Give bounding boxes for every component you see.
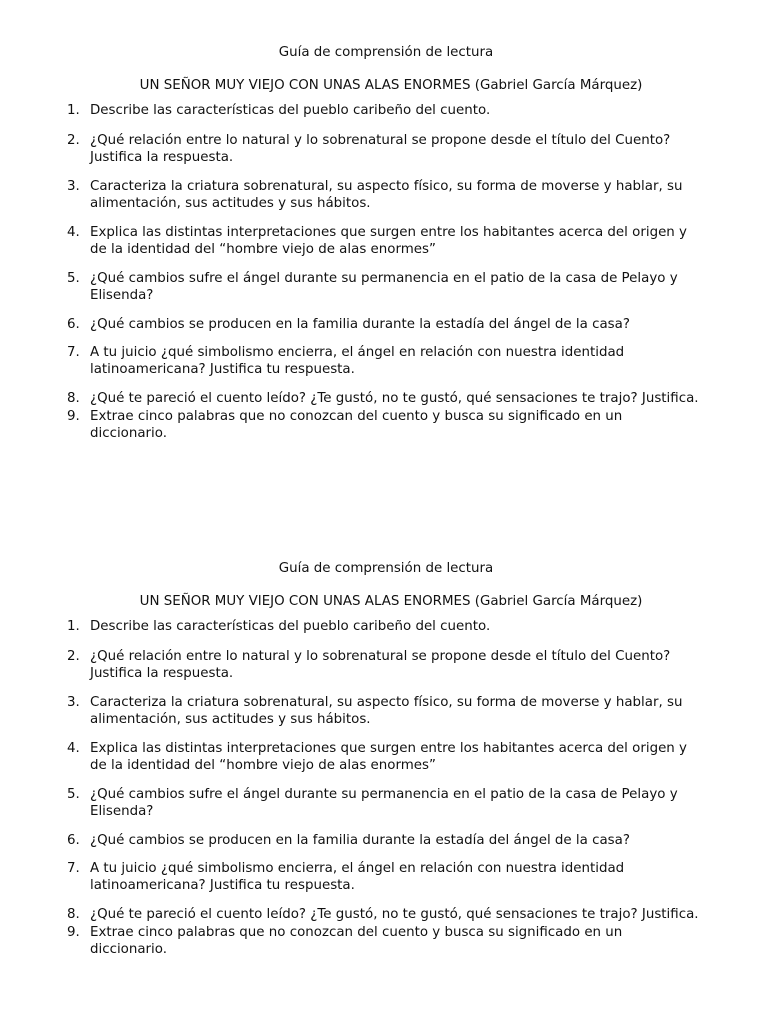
question-text-line: Explica las distintas interpretaciones que surgen entre los habitantes acerca del origen y — [90, 741, 687, 756]
question-text-line: ¿Qué cambios se producen en la familia durante la estadía del ángel de la casa? — [90, 317, 630, 332]
question-number: 8. — [67, 391, 80, 406]
question-text-line: Elisenda? — [90, 804, 154, 819]
reading-guide-2 — [0, 559, 768, 957]
question-text — [90, 924, 740, 958]
question-text-line: Describe las características del pueblo caribeño del cuento. — [90, 103, 491, 118]
question-number: 7. — [67, 861, 80, 876]
question-text — [90, 270, 740, 304]
question-text-line: Justifica la respuesta. — [90, 666, 234, 681]
question-text — [90, 316, 740, 333]
question-number: 6. — [67, 833, 80, 848]
question-number: 1. — [67, 103, 80, 118]
question-text-line: Explica las distintas interpretaciones que surgen entre los habitantes acerca del origen y — [90, 225, 687, 240]
question-text-line: alimentación, sus actitudes y sus hábitos. — [90, 712, 371, 727]
question-text — [90, 694, 740, 728]
question-text — [90, 648, 740, 682]
question-text — [90, 906, 740, 923]
question-text-line: ¿Qué cambios sufre el ángel durante su permanencia en el patio de la casa de Pelayo y — [90, 271, 678, 286]
question-text — [90, 178, 740, 212]
question-number: 4. — [67, 741, 80, 756]
question-text — [90, 740, 740, 774]
question-number: 6. — [67, 317, 80, 332]
question-text-line: Extrae cinco palabras que no conozcan del cuento y busca su significado en un — [90, 925, 623, 940]
question-text-line: Extrae cinco palabras que no conozcan del cuento y busca su significado en un — [90, 409, 623, 424]
question-text-line: Justifica la respuesta. — [90, 150, 234, 165]
question-text-line: diccionario. — [90, 942, 167, 957]
question-text-line: ¿Qué te pareció el cuento leído? ¿Te gustó, no te gustó, qué sensaciones te trajo? Justifica. — [90, 391, 699, 406]
question-text — [90, 618, 740, 635]
guide-subtitle: UN SEÑOR MUY VIEJO CON UNAS ALAS ENORMES (Gabriel García Márquez) — [139, 78, 643, 93]
question-number: 9. — [67, 925, 80, 940]
guide-title: Guía de comprensión de lectura — [278, 561, 494, 576]
question-text-line: Elisenda? — [90, 288, 154, 303]
question-text-line: A tu juicio ¿qué simbolismo encierra, el ángel en relación con nuestra identidad — [90, 861, 625, 876]
guide-title: Guía de comprensión de lectura — [278, 45, 494, 60]
question-text-line: Caracteriza la criatura sobrenatural, su aspecto físico, su forma de moverse y hablar, su — [90, 179, 683, 194]
question-number: 2. — [67, 133, 80, 148]
question-text — [90, 860, 740, 894]
question-number: 7. — [67, 345, 80, 360]
question-text-line: ¿Qué relación entre lo natural y lo sobrenatural se propone desde el título del Cuento? — [90, 649, 671, 664]
question-number: 1. — [67, 619, 80, 634]
question-text — [90, 102, 740, 119]
reading-guide-1 — [0, 43, 768, 441]
question-text-line: Caracteriza la criatura sobrenatural, su aspecto físico, su forma de moverse y hablar, su — [90, 695, 683, 710]
question-number: 3. — [67, 695, 80, 710]
question-number: 4. — [67, 225, 80, 240]
question-text-line: ¿Qué relación entre lo natural y lo sobrenatural se propone desde el título del Cuento? — [90, 133, 671, 148]
guide-subtitle: UN SEÑOR MUY VIEJO CON UNAS ALAS ENORMES (Gabriel García Márquez) — [139, 594, 643, 609]
question-number: 3. — [67, 179, 80, 194]
question-number: 2. — [67, 649, 80, 664]
question-number: 8. — [67, 907, 80, 922]
question-text — [90, 344, 740, 378]
question-text — [90, 832, 740, 849]
question-text-line: ¿Qué cambios sufre el ángel durante su permanencia en el patio de la casa de Pelayo y — [90, 787, 678, 802]
question-text-line: diccionario. — [90, 426, 167, 441]
question-text — [90, 224, 740, 258]
question-text-line: ¿Qué te pareció el cuento leído? ¿Te gustó, no te gustó, qué sensaciones te trajo? Justifica. — [90, 907, 699, 922]
question-text-line: latinoamericana? Justifica tu respuesta. — [90, 362, 355, 377]
question-text-line: Describe las características del pueblo caribeño del cuento. — [90, 619, 491, 634]
question-text-line: A tu juicio ¿qué simbolismo encierra, el ángel en relación con nuestra identidad — [90, 345, 625, 360]
question-text — [90, 390, 740, 407]
question-text — [90, 786, 740, 820]
question-number: 9. — [67, 409, 80, 424]
question-text-line: de la identidad del “hombre viejo de alas enormes” — [90, 758, 436, 773]
question-text-line: alimentación, sus actitudes y sus hábitos. — [90, 196, 371, 211]
question-text-line: ¿Qué cambios se producen en la familia durante la estadía del ángel de la casa? — [90, 833, 630, 848]
question-text-line: latinoamericana? Justifica tu respuesta. — [90, 878, 355, 893]
question-number: 5. — [67, 787, 80, 802]
question-text — [90, 132, 740, 166]
question-number: 5. — [67, 271, 80, 286]
question-text-line: de la identidad del “hombre viejo de alas enormes” — [90, 242, 436, 257]
question-text — [90, 408, 740, 442]
